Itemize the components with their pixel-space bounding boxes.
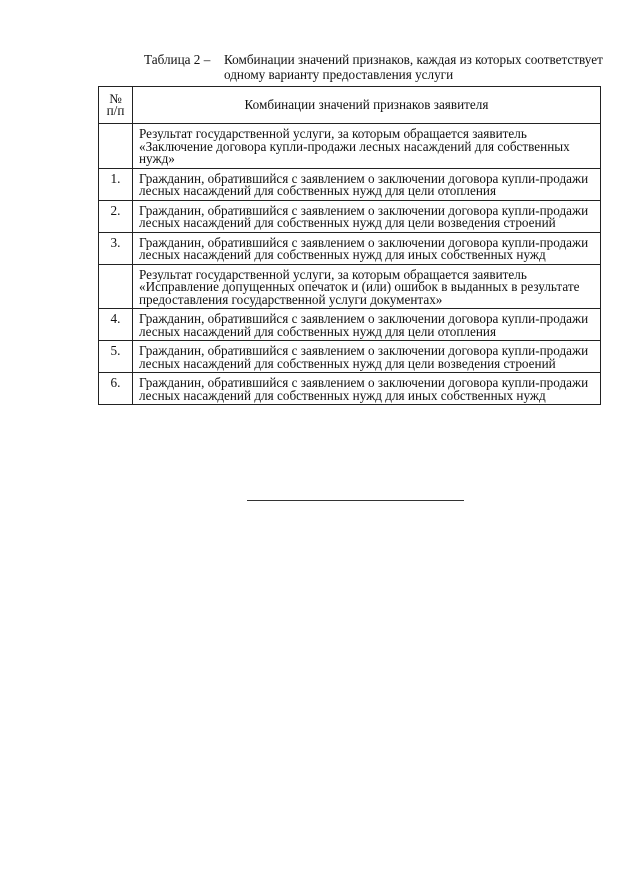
table-row	[99, 124, 601, 169]
table-caption	[144, 52, 604, 82]
closing-rule	[247, 500, 464, 501]
table-header-row	[99, 87, 601, 124]
row-number: 1.	[99, 168, 133, 200]
row-text: Гражданин, обратившийся с заявлением о заключении договора купли-продажи лесных насаждений для собственных нужд для цели возведения строений	[133, 341, 601, 373]
row-number: 5.	[99, 341, 133, 373]
row-number	[99, 124, 133, 169]
table-row	[99, 309, 601, 341]
row-text: Гражданин, обратившийся с заявлением о заключении договора купли-продажи лесных насаждений для собственных нужд для цели отопления	[133, 168, 601, 200]
caption-text: Комбинации значений признаков, каждая из которых соответствует одному варианту предоставления услуги	[224, 52, 603, 82]
table-row	[99, 373, 601, 405]
table-row	[99, 200, 601, 232]
table-row	[99, 232, 601, 264]
header-number: № п/п	[99, 87, 133, 124]
row-number	[99, 264, 133, 309]
table-row	[99, 264, 601, 309]
row-text: Гражданин, обратившийся с заявлением о заключении договора купли-продажи лесных насаждений для собственных нужд для иных собственных нужд	[133, 232, 601, 264]
table-row	[99, 168, 601, 200]
row-number: 4.	[99, 309, 133, 341]
row-text: Результат государственной услуги, за которым обращается заявитель «Исправление допущенных опечаток и (или) ошибок в выданных в результате предоставления государственной услуги документах»	[133, 264, 601, 309]
row-text: Результат государственной услуги, за которым обращается заявитель «Заключение договора купли-продажи лесных насаждений для собственных нужд»	[133, 124, 601, 169]
row-text: Гражданин, обратившийся с заявлением о заключении договора купли-продажи лесных насаждений для собственных нужд для иных собственных нужд	[133, 373, 601, 405]
row-number: 2.	[99, 200, 133, 232]
row-number: 6.	[99, 373, 133, 405]
caption-label: Таблица 2 –	[144, 52, 211, 67]
row-text: Гражданин, обратившийся с заявлением о заключении договора купли-продажи лесных насаждений для собственных нужд для цели возведения строений	[133, 200, 601, 232]
table-row	[99, 341, 601, 373]
header-title: Комбинации значений признаков заявителя	[133, 87, 601, 124]
combinations-table	[98, 86, 601, 405]
row-number: 3.	[99, 232, 133, 264]
row-text: Гражданин, обратившийся с заявлением о заключении договора купли-продажи лесных насаждений для собственных нужд для цели отопления	[133, 309, 601, 341]
